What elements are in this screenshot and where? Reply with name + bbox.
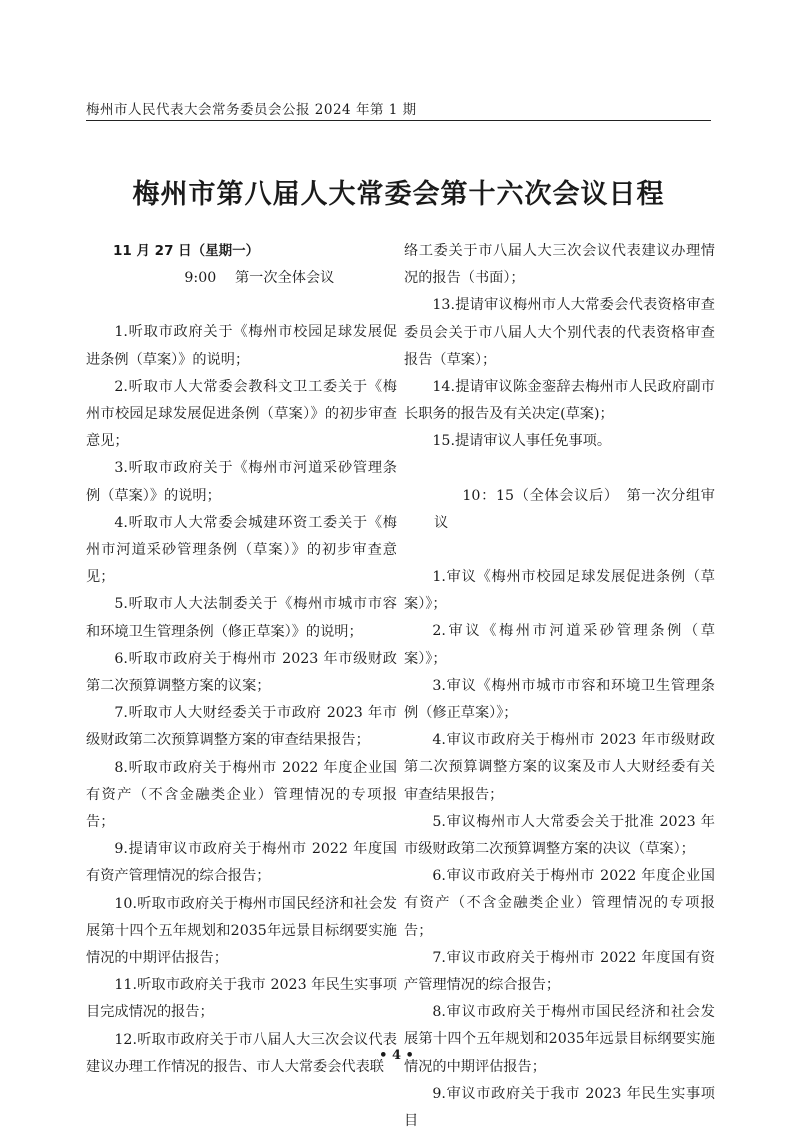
agenda-item: 1.审议《梅州市校园足球发展促进条例（草案）》； — [404, 569, 715, 613]
session-heading: 10：15（全体会议后） 第一次分组审议 — [434, 487, 715, 531]
agenda-item-continuation: 络工委关于市八届人大三次会议代表建议办理情况的报告（书面）； — [404, 243, 715, 287]
page-number: • 4 • — [379, 1048, 414, 1063]
agenda-item: 9.提请审议市政府关于梅州市 2022 年度国有资产管理情况的综合报告； — [86, 841, 397, 885]
agenda-item: 12.听取市政府关于市八届人大三次会议代表建议办理工作情况的报告、市人大常委会代表联 — [86, 1031, 397, 1075]
agenda-item: 8.听取市政府关于梅州市 2022 年度企业国有资产（不含金融类企业）管理情况的专项报告； — [86, 759, 397, 831]
date-heading: 11 月 27 日（星期一） — [113, 243, 260, 259]
page-title: 梅州市第八届人大常委会第十六次会议日程 — [132, 179, 665, 210]
agenda-item: 2.审议《梅州市河道采砂管理条例（草案）》； — [404, 623, 715, 667]
agenda-item: 10.听取市政府关于梅州市国民经济和社会发展第十四个五年规划和2035年远景目标纲要实施情况的中期评估报告； — [86, 895, 397, 967]
header-divider — [86, 120, 711, 121]
agenda-item: 15.提请审议人事任免事项。 — [432, 433, 612, 450]
agenda-item: 7.审议市政府关于梅州市 2022 年度国有资产管理情况的综合报告； — [404, 949, 715, 994]
spacer — [404, 537, 715, 564]
agenda-item: 8.审议市政府关于梅州市国民经济和社会发展第十四个五年规划和2035年远景目标纲要实施情况的中期评估报告； — [404, 1004, 715, 1075]
agenda-item: 3.审议《梅州市城市市容和环境卫生管理条例（修正草案）》； — [404, 677, 715, 722]
agenda-item: 7.听取市人大财经委关于市政府 2023 年市级财政第二次预算调整方案的审查结果报告； — [86, 705, 397, 749]
agenda-item: 4.听取市人大常委会城建环资工委关于《梅州市河道采砂管理条例（草案）》的初步审查意见； — [86, 514, 397, 586]
publication-header: 梅州市人民代表大会常务委员会公报 2024 年第 1 期 — [86, 102, 417, 118]
left-column — [86, 238, 397, 1081]
agenda-item: 5.审议梅州市人大常委会关于批准 2023 年市级财政第二次预算调整方案的决议（草案）； — [404, 813, 715, 858]
right-column — [404, 238, 715, 1135]
spacer — [404, 456, 715, 483]
agenda-item: 4.审议市政府关于梅州市 2023 年市级财政第二次预算调整方案的议案及市人大财经委有关审查结果报告； — [404, 732, 715, 803]
agenda-item: 1.听取市政府关于《梅州市校园足球发展促进条例（草案）》的说明； — [86, 324, 397, 368]
agenda-item: 6.听取市政府关于梅州市 2023 年市级财政第二次预算调整方案的议案； — [86, 650, 397, 695]
spacer — [86, 292, 397, 319]
session-heading: 9:00 第一次全体会议 — [184, 270, 335, 287]
agenda-item: 11.听取市政府关于我市 2023 年民生实事项目完成情况的报告； — [86, 977, 397, 1021]
agenda-item: 5.听取市人大法制委关于《梅州市城市市容和环境卫生管理条例（修正草案）》的说明； — [86, 596, 397, 640]
agenda-item: 2.听取市人大常委会教科文卫工委关于《梅州市校园足球发展促进条例（草案）》的初步审查意见； — [86, 378, 397, 450]
agenda-item: 3.听取市政府关于《梅州市河道采砂管理条例（草案）》的说明； — [86, 460, 397, 504]
agenda-item: 14.提请审议陈金銮辞去梅州市人民政府副市长职务的报告及有关决定(草案)； — [404, 379, 715, 423]
agenda-item: 6.审议市政府关于梅州市 2022 年度企业国有资产（不含金融类企业）管理情况的专项报告； — [404, 868, 715, 939]
agenda-item: 9.审议市政府关于我市 2023 年民生实事项目 — [404, 1085, 715, 1130]
agenda-item: 13.提请审议梅州市人大常委会代表资格审查委员会关于市八届人大个别代表的代表资格审查报告（草案）； — [404, 297, 715, 368]
